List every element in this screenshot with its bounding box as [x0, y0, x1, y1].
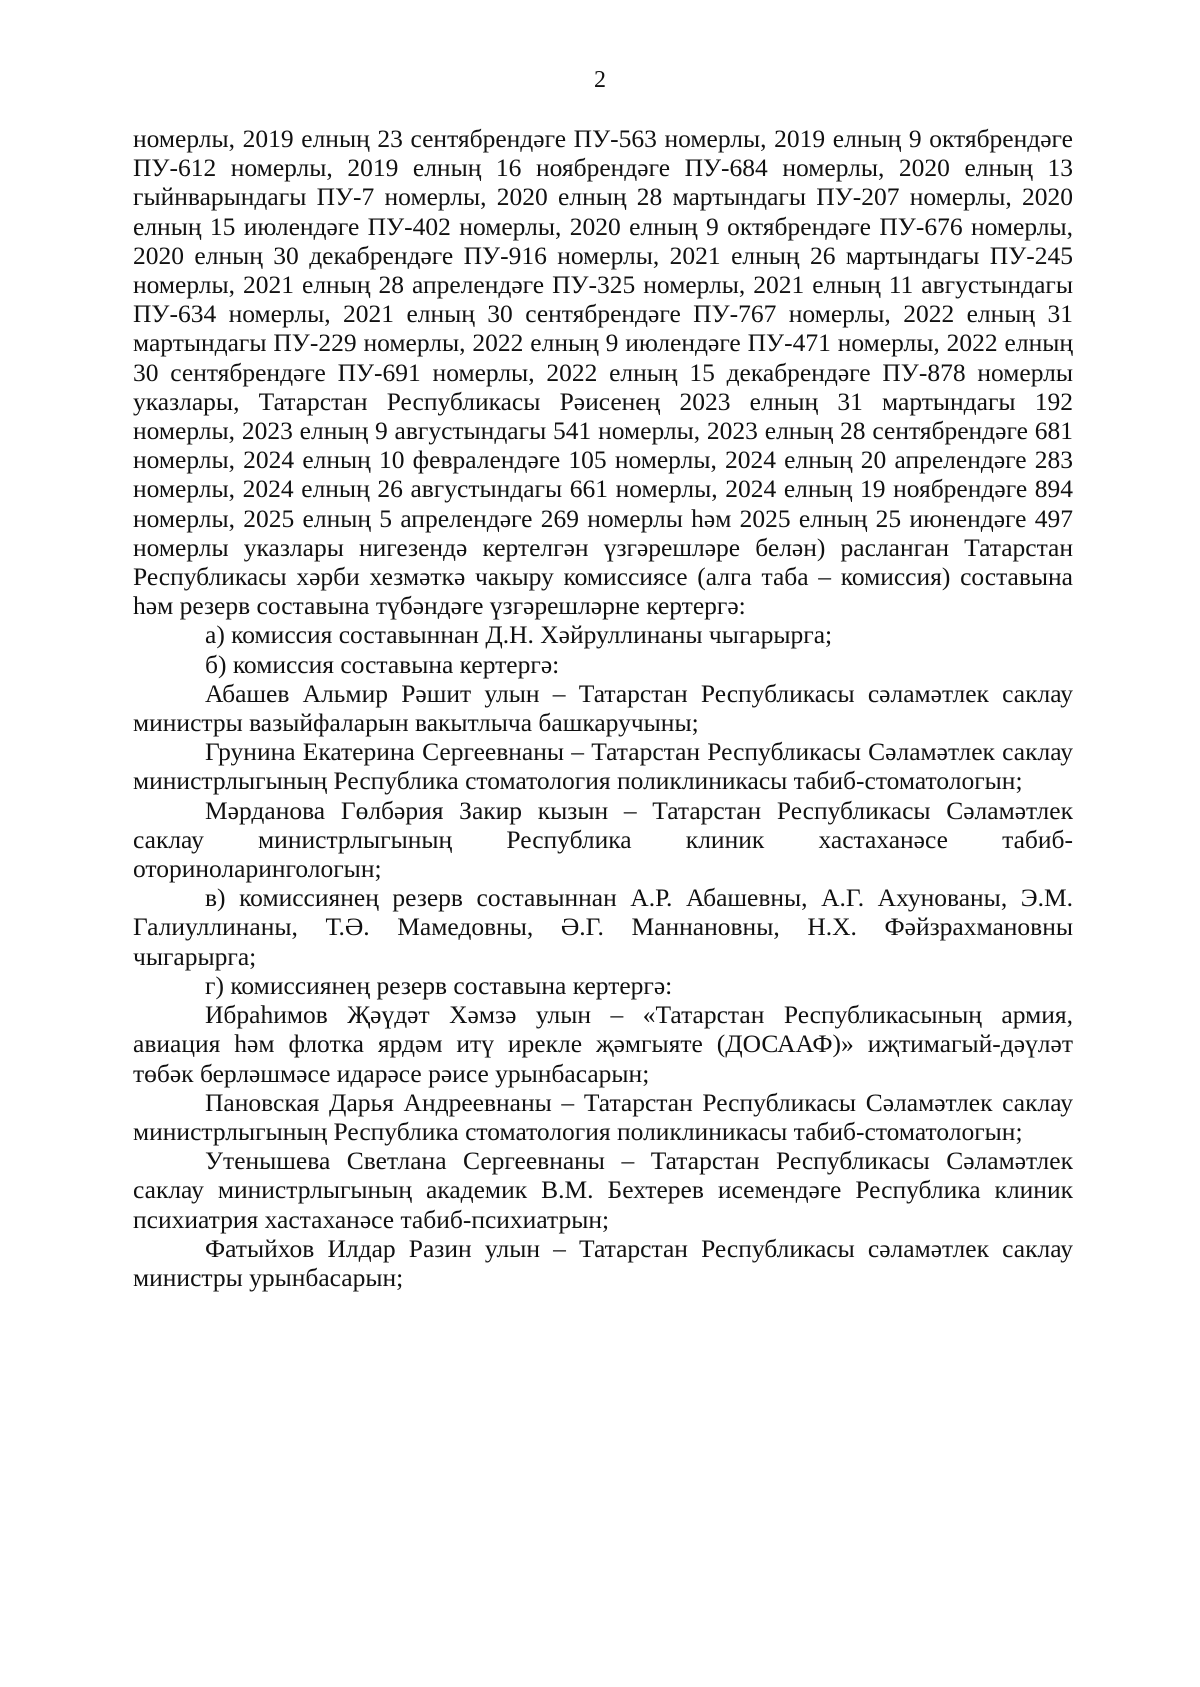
paragraph-decree-list: номерлы, 2019 елның 23 сентябрендәге ПУ-563 номерлы, 2019 елның 9 октябрендәге ПУ-612 номерлы, 2019 елның 16 ноябрендәге ПУ-684 номерлы, 2020 елның 13 гыйнварындагы ПУ-7 номерлы, 2020 елның 28 мартындагы ПУ-207 номерлы, 2020 елның 15 июлендәге ПУ-402 номерлы, 2020 елның 9 октябрендәге ПУ-676 номерлы, 2020 елның 30 декабрендәге ПУ-916 номерлы, 2021 елның 26 мартындагы ПУ-245 номерлы, 2021 елның 28 апрелендәге ПУ-325 номерлы, 2021 елның 11 августындагы ПУ-634 номерлы, 2021 елның 30 сентябрендәге ПУ-767 номерлы, 2022 елның 31 мартындагы ПУ-229 номерлы, 2022 елның 9 июлендәге ПУ-471 номерлы, 2022 елның 30 сентябрендәге ПУ-691 номерлы, 2022 елның 15 декабрендәге ПУ-878 номерлы указлары, Татарстан Республикасы Рәисенең 2023 елның 31 мартындагы 192 номерлы, 2023 елның 9 августындагы 541 номерлы, 2023 елның 28 сентябрендәге 681 номерлы, 2024 елның 10 февралендәге 105 номерлы, 2024 елның 20 апрелендәге 283 номерлы, 2024 елның 26 августындагы 661 номерлы, 2024 елның 19 ноябрендәге 894 номерлы, 2025 елның 5 апрелендәге 269 номерлы һәм 2025 елның 25 июнендәге 497 номерлы указлары нигезендә кертелгән үзгәрешләре белән) расланган Татарстан Республикасы хәрби хезмәткә чакыру комиссиясе (алга таба – комиссия) составына һәм резерв составына түбәндәге үзгәрешләрне кертергә:: [133, 124, 1073, 621]
paragraph-reserve-ibrahimov: Ибраһимов Җәүдәт Хәмзә улын – «Татарстан Республикасының армия, авиация һәм флотка ярдәм итү ирекле җәмгыяте (ДОСААФ)» иҗтимагый-дәүләт төбәк берләшмәсе идарәсе рәисе урынбасарын;: [133, 1000, 1073, 1088]
document-body: [133, 124, 1073, 1292]
paragraph-item-b: б) комиссия составына кертергә:: [205, 649, 560, 679]
paragraph-item-g: г) комиссиянең резерв составына кертергә:: [205, 970, 673, 1000]
paragraph-reserve-utenysheva: Утенышева Светлана Сергеевнаны – Татарстан Республикасы Сәламәтлек саклау министрлыгының академик В.М. Бехтерев исемендәге Республика клиник психиатрия хастаханәсе табиб-психиатрын;: [133, 1146, 1073, 1234]
paragraph-reserve-fatykhov: Фатыйхов Илдар Разин улын – Татарстан Республикасы сәламәтлек саклау министры урынбасарын;: [133, 1233, 1073, 1292]
paragraph-member-abashev: Абашев Альмир Рәшит улын – Татарстан Республикасы сәламәтлек саклау министры вазыйфаларын вакытлыча башкаручыны;: [133, 678, 1073, 738]
paragraph-member-grunina: Грунина Екатерина Сергеевнаны – Татарстан Республикасы Сәламәтлек саклау министрлыгының Республика стоматология поликлиникасы табиб-стоматологын;: [133, 737, 1073, 796]
paragraph-member-mardanova: Мәрданова Гөлбәрия Закир кызын – Татарстан Республикасы Сәламәтлек саклау министрлыгының Республика клиник хастаханәсе табиб-оториноларингологын;: [133, 795, 1073, 884]
paragraph-item-v: в) комиссиянең резерв составыннан А.Р. Абашевны, А.Г. Ахунованы, Э.М. Галиуллинаны, Т.Ә. Мамедовны, Ә.Г. Маннановны, Н.Х. Фәйзрахмановны чыгарырга;: [133, 883, 1073, 971]
page-number: 2: [594, 67, 606, 93]
paragraph-reserve-panovskaya: Пановская Дарья Андреевнаны – Татарстан Республикасы Сәламәтлек саклау министрлыгының Республика стоматология поликлиникасы табиб-стоматологын;: [133, 1087, 1073, 1146]
paragraph-item-a: а) комиссия составыннан Д.Н. Хәйруллинаны чыгарырга;: [205, 620, 833, 650]
